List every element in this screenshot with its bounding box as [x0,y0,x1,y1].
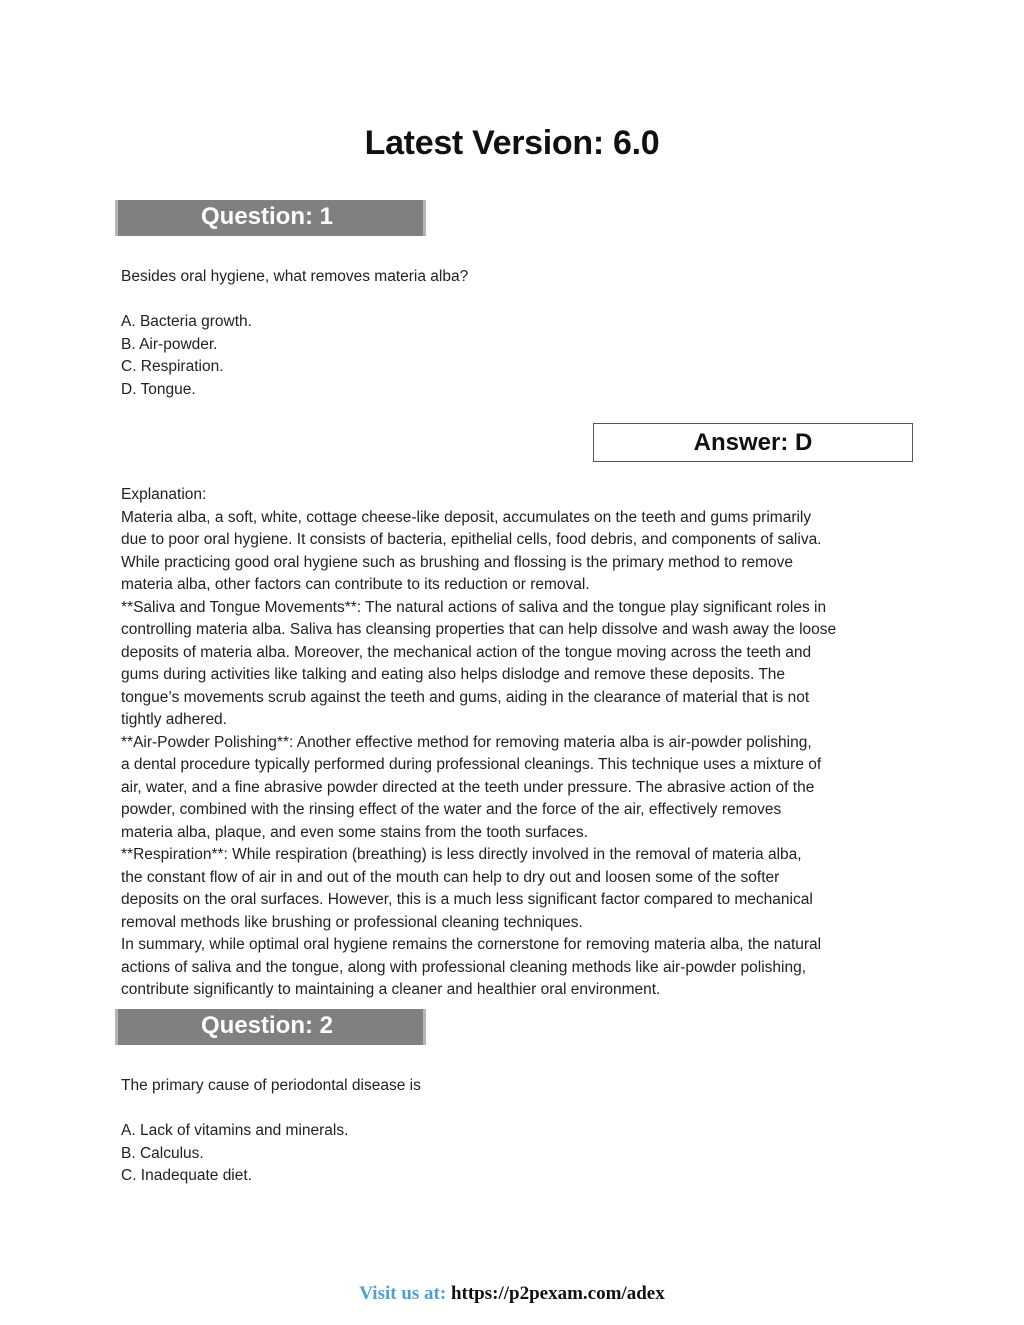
question-text: The primary cause of periodontal disease is [121,1077,421,1094]
option-c: C. Inadequate diet. [121,1167,252,1184]
question-2-options [121,1120,911,1188]
explanation-line: powder, combined with the rinsing effect of the water and the force of the air, effectively removes [121,801,782,818]
explanation-line: tongue’s movements scrub against the teeth and gums, aiding in the clearance of material that is not [121,688,810,706]
question-2-prompt [121,1075,911,1098]
footer [0,1283,1024,1305]
explanation-line: due to poor oral hygiene. It consists of bacteria, epithelial cells, food debris, and components of saliva. [121,531,822,548]
explanation-line: **Saliva and Tongue Movements**: The natural actions of saliva and the tongue play significant roles in [121,598,827,616]
option-a: A. Bacteria growth. [121,313,252,330]
explanation-line: controlling materia alba. Saliva has cleansing properties that can help dissolve and wash away the loose [121,621,837,638]
explanation [121,484,911,1002]
explanation-line: While practicing good oral hygiene such as brushing and flossing is the primary method to remove [121,553,794,571]
explanation-line: the constant flow of air in and out of the mouth can help to dry out and loosen some of the softer [121,868,780,886]
explanation-line: deposits on the oral surfaces. However, this is a much less significant factor compared to mechanical [121,891,813,908]
explanation-line: **Air-Powder Polishing**: Another effective method for removing materia alba is air-powder polishing, [121,733,812,751]
explanation-line: gums during activities like talking and eating also helps dislodge and remove these deposits. The [121,666,786,683]
question-2-label: Question: 2 [201,1012,334,1039]
question-2-header [115,1009,426,1045]
explanation-line: contribute significantly to maintaining a cleaner and healthier oral environment. [121,981,661,998]
page-title: Latest Version: 6.0 [364,124,660,162]
question-text: Besides oral hygiene, what removes materia alba? [121,268,469,285]
answer-label: Answer: D [693,429,813,456]
question-1-label: Question: 1 [201,203,334,230]
explanation-line: In summary, while optimal oral hygiene remains the cornerstone for removing materia alba, the natural [121,936,822,953]
option-c: C. Respiration. [121,358,224,375]
explanation-line: deposits of materia alba. Moreover, the mechanical action of the tongue moving across the teeth and [121,643,812,661]
footer-visit-label: Visit us at: [359,1283,447,1304]
explanation-line: materia alba, plaque, and even some stains from the tooth surfaces. [121,823,588,841]
explanation-line: tightly adhered. [121,711,227,728]
question-1-header [115,200,426,236]
option-a: A. Lack of vitamins and minerals. [121,1122,349,1139]
option-b: B. Air-powder. [121,335,218,353]
option-d: D. Tongue. [121,380,196,398]
question-1-prompt [121,266,911,289]
explanation-heading: Explanation: [121,486,207,503]
explanation-line: materia alba, other factors can contribute to its reduction or removal. [121,576,590,593]
explanation-line: air, water, and a fine abrasive powder directed at the teeth under pressure. The abrasive action of the [121,778,815,796]
explanation-line: actions of saliva and the tongue, along with professional cleaning methods like air-powder polishing, [121,958,806,976]
explanation-line: **Respiration**: While respiration (breathing) is less directly involved in the removal of materia alba, [121,846,802,863]
option-b: B. Calculus. [121,1144,204,1162]
answer-box [593,423,913,462]
footer-url-link[interactable]: https://p2pexam.com/adex [450,1283,665,1304]
explanation-line: Materia alba, a soft, white, cottage cheese-like deposit, accumulates on the teeth and gums primarily [121,508,812,526]
question-1-options [121,311,911,401]
explanation-line: removal methods like brushing or professional cleaning techniques. [121,913,583,931]
explanation-line: a dental procedure typically performed during professional cleanings. This technique uses a mixture of [121,756,822,773]
